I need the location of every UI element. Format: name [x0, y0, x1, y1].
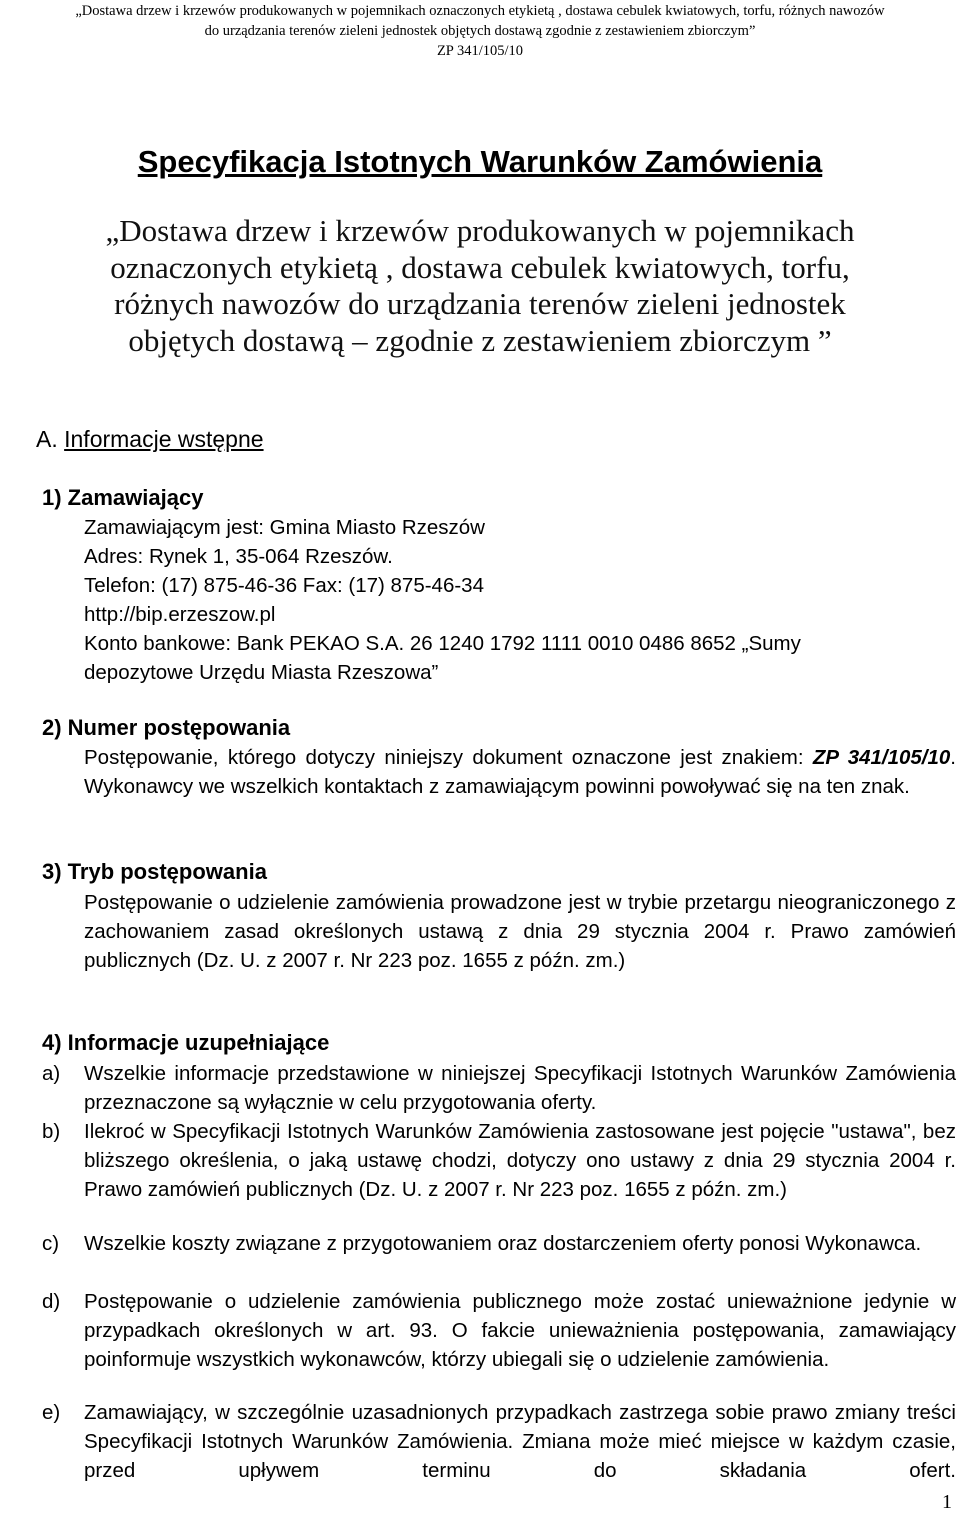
list-item-letter: a): [42, 1062, 61, 1085]
section-a-heading: [36, 424, 264, 454]
section-1-body: [84, 513, 956, 687]
list-item-letter: d): [42, 1290, 61, 1313]
list-item-text: Zamawiający, w szczególnie uzasadnionych przypadkach zastrzega sobie prawo zmiany treści Specyfikacji Istotnych Warunków Zamówienia. Zmiana może mieć miejsce w każdym czasie, przed upływem terminu do składania ofert.: [84, 1401, 956, 1482]
list-item-letter: e): [42, 1401, 61, 1424]
running-header: [0, 1, 960, 61]
subject-line-4: objętych dostawą – zgodnie z zestawieniem zbiorczym ”: [128, 322, 832, 358]
header-line-1: „Dostawa drzew i krzewów produkowanych w pojemnikach oznaczonych etykietą , dostawa cebulek kwiatowych, torfu, różnych nawozów: [75, 3, 885, 19]
list-item-c: [42, 1229, 956, 1258]
section-4-heading: 4) Informacje uzupełniające: [42, 1030, 330, 1055]
list-item-text: Postępowanie o udzielenie zamówienia publicznego może zostać unieważnione jedynie w przypadkach określonych w art. 93. O fakcie unieważnienia postępowania, zamawiający poinformuje wszystkich wykonawców, którzy ubiegali się o udzielenie zamówienia.: [84, 1290, 956, 1371]
list-item-text: Ilekroć w Specyfikacji Istotnych Warunków Zamówienia zastosowane jest pojęcie "ustawa", bez bliższego określenia, o jaką ustawę chodzi, dotyczy ono ustawy z dnia 29 stycznia 2004 r. Prawo zamówień publicznych (Dz. U. z 2007 r. Nr 223 poz. 1655 z późn. zm.): [84, 1120, 956, 1201]
procedure-code: ZP 341/105/10: [812, 746, 951, 769]
order-subject: [0, 213, 960, 359]
list-item-letter: b): [42, 1120, 61, 1143]
list-item-b: [42, 1117, 956, 1204]
phone-fax: Telefon: (17) 875-46-36 Fax: (17) 875-46-34: [84, 574, 484, 597]
section-a-title: Informacje wstępne: [64, 426, 264, 452]
section-2-text: Postępowanie, którego dotyczy niniejszy dokument oznaczone jest znakiem:: [84, 746, 804, 769]
section-2-text-cont: . Wykonawcy we wszelkich kontaktach z zamawiającym powinni powoływać się na ten znak.: [84, 746, 956, 798]
header-reference: ZP 341/105/10: [436, 43, 524, 59]
section-2-body: [84, 743, 956, 801]
list-item-a: [42, 1059, 956, 1117]
section-1-heading: 1) Zamawiający: [42, 485, 204, 510]
document-title: Specyfikacja Istotnych Warunków Zamówienia: [137, 144, 823, 179]
bank-account-name: depozytowe Urzędu Miasta Rzeszowa”: [84, 661, 439, 684]
website-link[interactable]: http://bip.erzeszow.pl: [84, 603, 276, 626]
address: Adres: Rynek 1, 35-064 Rzeszów.: [84, 545, 393, 568]
subject-line-3: różnych nawozów do urządzania terenów zieleni jednostek: [114, 286, 846, 321]
section-a-prefix: A.: [36, 426, 58, 452]
header-line-2: do urządzania terenów zieleni jednostek objętych dostawą zgodnie z zestawieniem zbiorczym”: [204, 23, 756, 39]
list-item-d: [42, 1287, 956, 1374]
section-2-heading: 2) Numer postępowania: [42, 715, 291, 740]
page-number: 1: [942, 1491, 952, 1513]
subject-line-1: „Dostawa drzew i krzewów produkowanych w pojemnikach: [105, 213, 855, 248]
section-3-body: Postępowanie o udzielenie zamówienia prowadzone jest w trybie przetargu nieograniczonego z zachowaniem zasad określonych ustawą z dnia 29 stycznia 2004 r. Prawo zamówień publicznych (Dz. U. z 2007 r. Nr 223 poz. 1655 z późn. zm.): [84, 891, 956, 972]
list-item-letter: c): [42, 1232, 60, 1255]
bank-account: Konto bankowe: Bank PEKAO S.A. 26 1240 1792 1111 0010 0486 8652 „Sumy: [84, 632, 801, 655]
contracting-authority: Zamawiającym jest: Gmina Miasto Rzeszów: [84, 516, 485, 539]
subject-line-2: oznaczonych etykietą , dostawa cebulek kwiatowych, torfu,: [110, 249, 850, 285]
section-3-heading: 3) Tryb postępowania: [42, 859, 267, 884]
list-item-text: Wszelkie informacje przedstawione w niniejszej Specyfikacji Istotnych Warunków Zamówienia przeznaczone są wyłącznie w celu przygotowania oferty.: [84, 1062, 956, 1114]
list-item-e: [42, 1398, 956, 1485]
list-item-text: Wszelkie koszty związane z przygotowaniem oraz dostarczeniem oferty ponosi Wykonawca.: [84, 1232, 922, 1255]
